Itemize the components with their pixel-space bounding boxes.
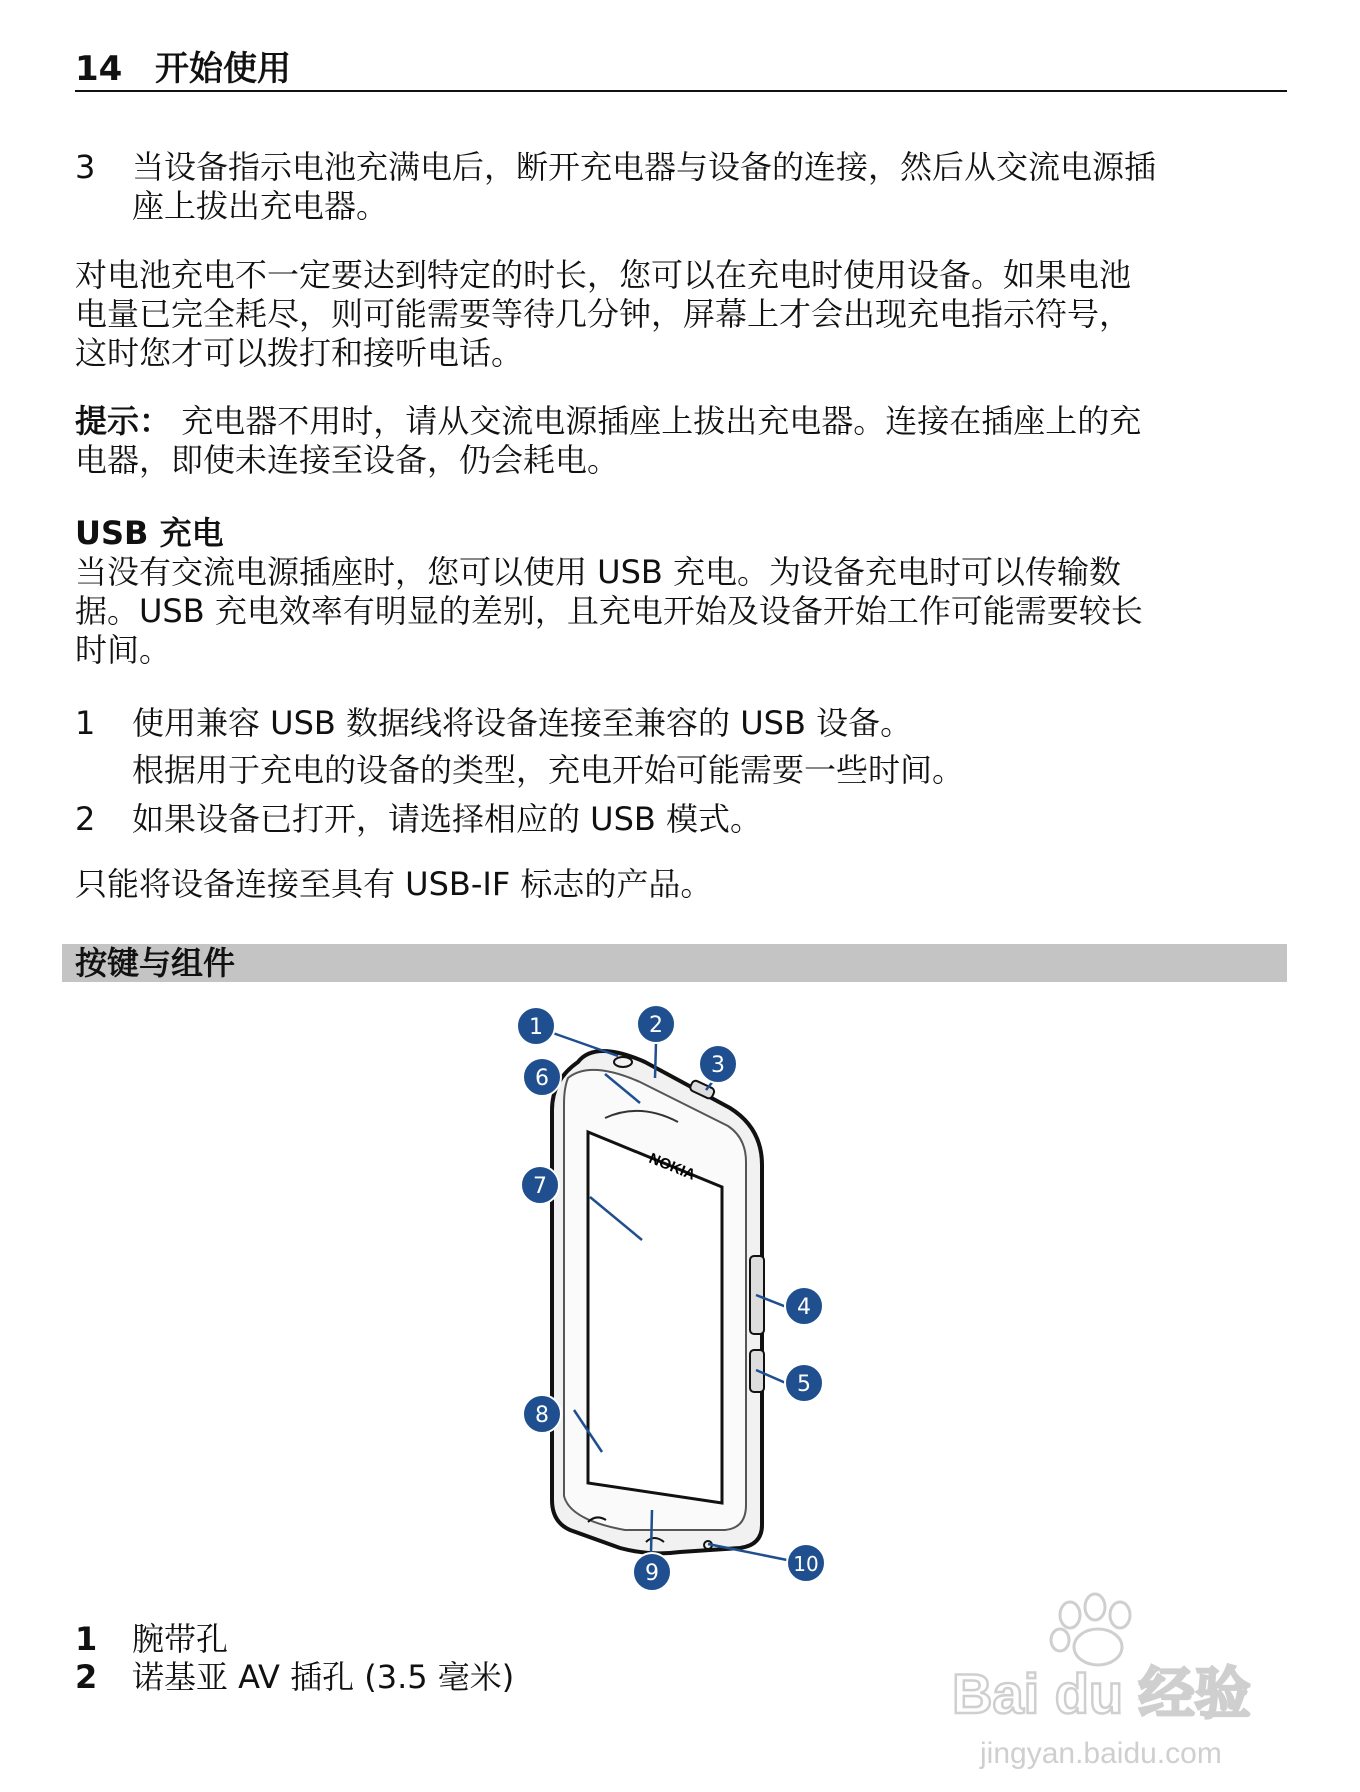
callout-7: 7 xyxy=(533,1174,547,1199)
page-header xyxy=(75,48,1287,92)
paragraph-line: 时间。 xyxy=(75,631,172,669)
section-title: 按键与组件 xyxy=(75,944,236,982)
page-number: 14 xyxy=(75,49,123,89)
paw-icon xyxy=(1051,1594,1130,1665)
tip-line2: 电器，即使未连接至设备，仍会耗电。 xyxy=(75,441,620,479)
phone-body xyxy=(552,1051,764,1553)
paragraph-line: 电量已完全耗尽，则可能需要等待几分钟，屏幕上才会出现充电指示符号， xyxy=(75,295,1132,333)
watermark-logo: Bai du 经验 xyxy=(952,1662,1251,1725)
legend-item-2 xyxy=(75,1658,875,1696)
baidu-watermark xyxy=(950,1585,1290,1785)
paragraph-line: 据。USB 充电效率有明显的差别，且充电开始及设备开始工作可能需要较长 xyxy=(75,592,1143,630)
callout-9: 9 xyxy=(645,1561,659,1586)
callout-8: 8 xyxy=(535,1403,549,1428)
legend-text: 腕带孔 xyxy=(132,1620,229,1658)
step-number: 3 xyxy=(75,148,96,186)
legend-item-1 xyxy=(75,1620,875,1658)
legend-text: 诺基亚 AV 插孔 (3.5 毫米) xyxy=(132,1658,515,1696)
step-number: 2 xyxy=(75,800,96,838)
usb-paragraph xyxy=(75,553,1287,670)
legend-number: 1 xyxy=(75,1620,98,1658)
charging-paragraph xyxy=(75,256,1287,373)
step-number: 1 xyxy=(75,704,96,742)
step-text-line2: 座上拔出充电器。 xyxy=(132,187,389,225)
legend-number: 2 xyxy=(75,1658,98,1696)
chapter-title: 开始使用 xyxy=(155,49,291,89)
watermark-url: jingyan.baidu.com xyxy=(980,1737,1222,1770)
step-text-line1: 当设备指示电池充满电后，断开充电器与设备的连接，然后从交流电源插 xyxy=(132,148,1157,186)
usb-if-note: 只能将设备连接至具有 USB-IF 标志的产品。 xyxy=(75,865,713,903)
callout-6: 6 xyxy=(535,1066,549,1091)
callout-2: 2 xyxy=(649,1013,663,1038)
callout-4: 4 xyxy=(797,1295,811,1320)
callout-5: 5 xyxy=(797,1372,811,1397)
usb-heading: USB 充电 xyxy=(75,514,224,552)
step-subtext: 根据用于充电的设备的类型，充电开始可能需要一些时间。 xyxy=(132,751,965,789)
paragraph-line: 对电池充电不一定要达到特定的时长，您可以在充电时使用设备。如果电池 xyxy=(75,256,1132,294)
tip-paragraph xyxy=(75,402,1287,480)
tip-label: 提示： xyxy=(75,402,172,440)
paragraph-line: 这时您才可以拨打和接听电话。 xyxy=(75,334,524,372)
callout-1: 1 xyxy=(529,1015,543,1040)
usb-step-1 xyxy=(75,704,1287,790)
tip-line1: 充电器不用时，请从交流电源插座上拔出充电器。连接在插座上的充 xyxy=(171,402,1142,440)
step-text: 使用兼容 USB 数据线将设备连接至兼容的 USB 设备。 xyxy=(132,704,913,742)
section-heading-bar xyxy=(62,944,1287,982)
brand-logo: NOKIA xyxy=(646,1149,698,1184)
step-text: 如果设备已打开，请选择相应的 USB 模式。 xyxy=(132,800,763,838)
callout-3: 3 xyxy=(711,1053,725,1078)
usb-step-2 xyxy=(75,800,1287,839)
callout-10: 10 xyxy=(793,1552,819,1576)
paragraph-line: 当没有交流电源插座时，您可以使用 USB 充电。为设备充电时可以传输数 xyxy=(75,553,1122,591)
step-3 xyxy=(75,148,1287,226)
phone-diagram xyxy=(500,1000,840,1590)
